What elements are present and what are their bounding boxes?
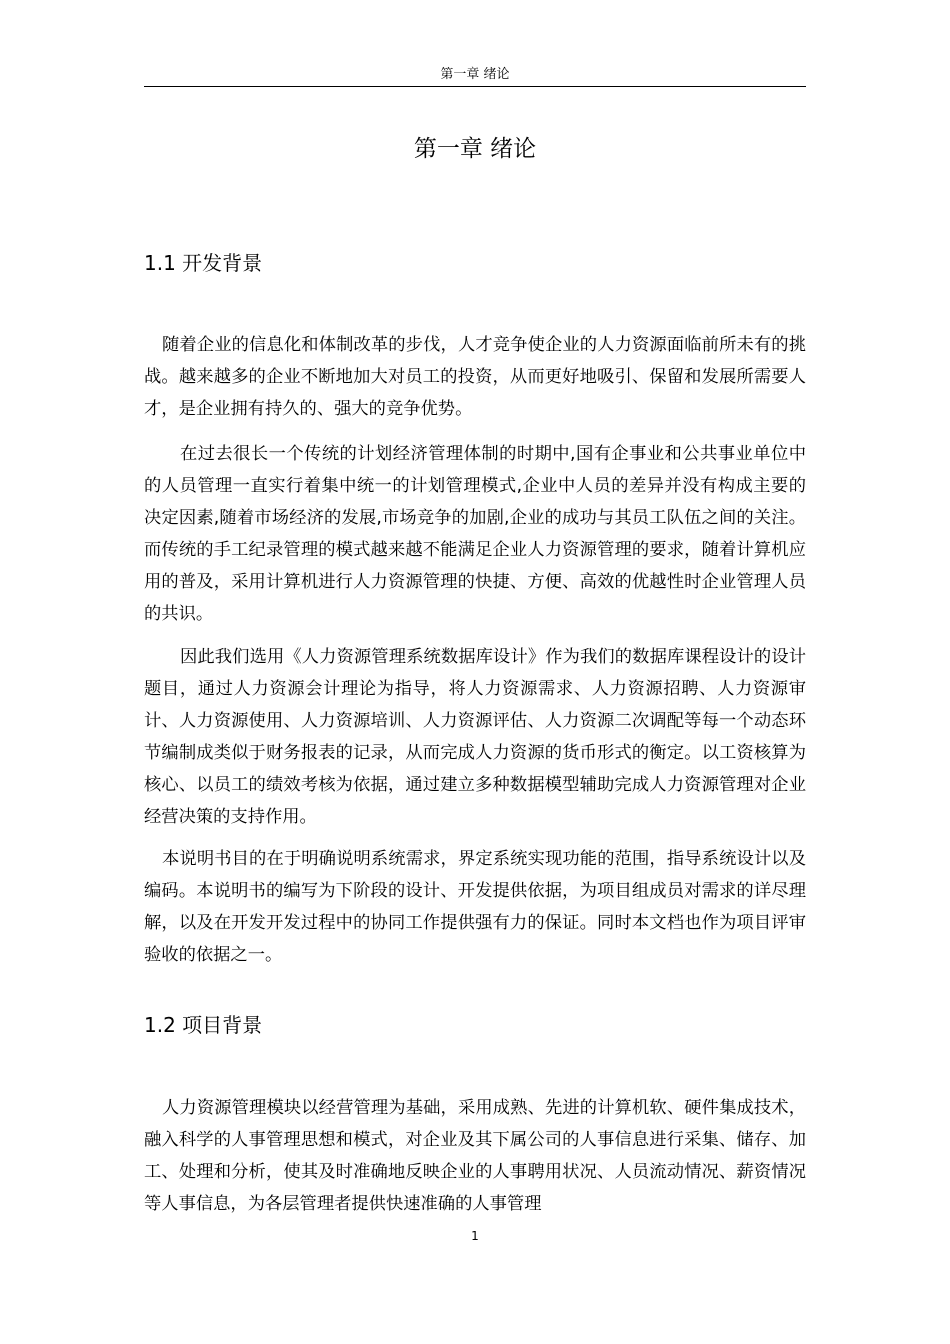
paragraph: 因此我们选用《人力资源管理系统数据库设计》作为我们的数据库课程设计的设计题目，通过人力资源会计理论为指导，将人力资源需求、人力资源招聘、人力资源审计、人力资源使用、人力资源培训、人力资源评估、人力资源二次调配等每一个动态环节编制成类似于财务报表的记录，从而完成人力资源的货币形式的衡定。以工资核算为核心、以员工的绩效考核为依据，通过建立多种数据模型辅助完成人力资源管理对企业经营决策的支持作用。	[144, 647, 806, 827]
paragraph: 在过去很长一个传统的计划经济管理体制的时期中,国有企事业和公共事业单位中的人员管理一直实行着集中统一的计划管理模式,企业中人员的差异并没有构成主要的决定因素,随着市场经济的发展,市场竞争的加剧,企业的成功与其员工队伍之间的关注。而传统的手工纪录管理的模式越来越不能满足企业人力资源管理的要求，随着计算机应用的普及，采用计算机进行人力资源管理的快捷、方便、高效的优越性时企业管理人员的共识。	[144, 444, 806, 624]
paragraph: 随着企业的信息化和体制改革的步伐，人才竞争使企业的人力资源面临前所未有的挑战。越来越多的企业不断地加大对员工的投资，从而更好地吸引、保留和发展所需要人才，是企业拥有持久的、强大的竞争优势。	[144, 335, 806, 419]
running-header	[144, 66, 806, 87]
paragraph: 人力资源管理模块以经营管理为基础，采用成熟、先进的计算机软、硬件集成技术，融入科学的人事管理思想和模式，对企业及其下属公司的人事信息进行采集、储存、加工、处理和分析，使其及时准确地反映企业的人事聘用状况、人员流动情况、薪资情况等人事信息，为各层管理者提供快速准确的人事管理	[144, 1098, 806, 1214]
section-heading-1-1: 1.1 开发背景	[144, 251, 263, 275]
chapter-title: 第一章 绪论	[413, 136, 537, 162]
page-number: 1	[471, 1229, 479, 1243]
paragraph: 本说明书目的在于明确说明系统需求，界定系统实现功能的范围，指导系统设计以及编码。本说明书的编写为下阶段的设计、开发提供依据，为项目组成员对需求的详尽理解，以及在开发开发过程中的协同工作提供强有力的保证。同时本文档也作为项目评审验收的依据之一。	[144, 849, 806, 965]
running-header-title: 第一章 绪论	[440, 67, 510, 82]
section-heading-1-2: 1.2 项目背景	[144, 1013, 263, 1037]
